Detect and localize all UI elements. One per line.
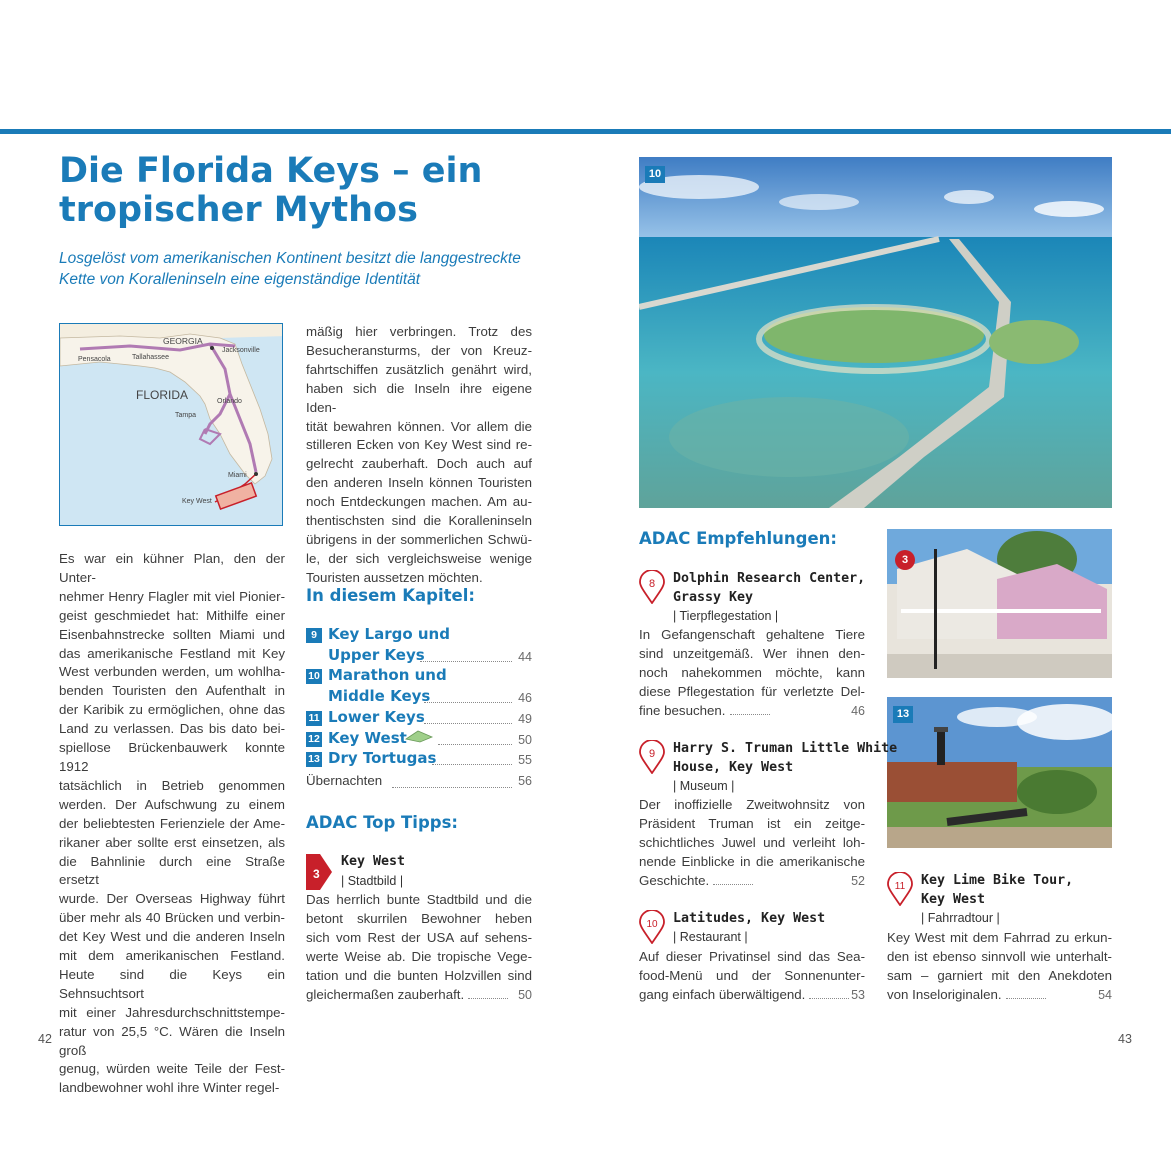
text-line: tation und die bunten Holzvillen sind — [306, 967, 532, 983]
text-line: mit dem amerikanischen Festland. — [59, 948, 285, 964]
page-ref: 50 — [518, 987, 532, 1002]
page-number-left: 42 — [38, 1032, 52, 1046]
toc-number: 11 — [306, 711, 322, 726]
svg-text:3: 3 — [313, 867, 320, 881]
text-line: noch Entdeckungen machen. Am au- — [306, 494, 532, 510]
rec-title-line2: Grassy Key — [673, 590, 754, 605]
chapter-contents-heading: In diesem Kapitel: — [306, 586, 475, 605]
text-line: den anderen Inseln können Touristen — [306, 475, 532, 491]
text-line: Der inoffizielle Zweitwohnsitz von — [639, 797, 865, 812]
text-line: die Bahnlinie durch eine Straße ersetzt — [59, 853, 285, 888]
lead-text — [59, 248, 539, 290]
text-line: Es war ein kühner Plan, den der Unter- — [59, 551, 285, 585]
dot-leader — [438, 744, 512, 745]
text-line: sich vom Rest der USA auf sehens- — [306, 929, 532, 945]
toc-entry-marathon[interactable]: Marathon und — [328, 666, 447, 684]
map-pensacola-label: Pensacola — [78, 356, 111, 363]
text-line: den ist ebenso sinnvoll wie unterhalt- — [887, 948, 1112, 964]
top-tip-arrow-icon — [306, 854, 334, 890]
photo-seven-mile-bridge — [639, 157, 1112, 508]
toc-entry-marathon-line2[interactable]: Middle Keys — [328, 687, 431, 705]
photo-badge: 10 — [645, 166, 665, 183]
map-jacksonville-label: Jacksonville — [222, 347, 260, 354]
dot-leader — [424, 702, 512, 703]
text-line: rikaner aber sollte erst einsetzen, als — [59, 834, 285, 850]
rec-category: | Fahrradtour | — [921, 911, 1000, 925]
text-line: gang einfach überwältigend. 53 — [639, 986, 865, 1005]
lead-line-2: Kette von Koralleninseln eine eigenständige Identität — [59, 271, 421, 288]
rec-body — [639, 626, 865, 721]
toc-page: 50 — [518, 733, 532, 747]
top-rule — [0, 129, 1171, 134]
toc-number: 9 — [306, 628, 322, 643]
dot-leader — [424, 723, 512, 724]
text-line: haben sich die Inseln ihre eigene Iden- — [306, 380, 532, 415]
title-line-1: Die Florida Keys – ein — [59, 151, 483, 191]
top-tip-leaf-icon — [404, 729, 434, 743]
toc-page: 55 — [518, 753, 532, 767]
text-line: Key West mit dem Fahrrad zu erkun- — [887, 930, 1112, 945]
photo-badge: 13 — [893, 706, 913, 723]
text-line: stilleren Ecken von Key West sind re- — [306, 437, 532, 453]
top-tips-heading: ADAC Top Tipps: — [306, 813, 458, 832]
rec-title: Harry S. Truman Little White — [673, 741, 898, 756]
page-ref: 54 — [1098, 987, 1112, 1002]
toc-page: 44 — [518, 650, 532, 664]
text-line: tität bewahren können. Vor allem die — [306, 418, 532, 434]
dot-leader — [730, 714, 770, 715]
text-line: food-Menü und der Sonnenunter- — [639, 967, 865, 983]
map-orlando-label: Orlando — [217, 398, 242, 405]
rec-title: Dolphin Research Center, — [673, 571, 866, 586]
dot-leader — [468, 998, 508, 999]
toc-entry-dry-tortugas[interactable]: Dry Tortugas — [328, 749, 437, 767]
toc-number: 10 — [306, 669, 322, 684]
map-tallahassee-label: Tallahassee — [132, 354, 169, 361]
text-line: Touristen aussetzen möchten. — [306, 569, 483, 585]
page-ref: 52 — [851, 873, 865, 888]
map-state-label: FLORIDA — [136, 388, 189, 402]
svg-text:9: 9 — [648, 748, 656, 760]
photo-key-west-houses — [887, 529, 1112, 678]
page-ref: 46 — [851, 703, 865, 718]
text-line: fine besuchen. 46 — [639, 702, 865, 721]
toc-page: 46 — [518, 691, 532, 705]
rec-title: Latitudes, Key West — [673, 911, 826, 926]
rec-category: | Tierpflegestation | — [673, 609, 779, 623]
dot-leader — [432, 764, 512, 765]
text-line: von Inseloriginalen. 54 — [887, 986, 1112, 1005]
photo-badge: 3 — [895, 550, 915, 570]
body-column-1 — [59, 550, 285, 1098]
chapter-title — [59, 152, 579, 230]
rec-category: | Museum | — [673, 779, 735, 793]
top-tip-category: | Stadtbild | — [341, 874, 404, 888]
text-line: werte Weise ab. Die tropische Vege- — [306, 948, 532, 964]
text-line: ratur von 25,5 °C. Wären die Inseln groß — [59, 1023, 285, 1058]
text-line: In Gefangenschaft gehaltene Tiere — [639, 627, 865, 642]
dot-leader — [392, 787, 512, 788]
svg-text:8: 8 — [648, 578, 656, 590]
text-line: sind unzeitgemäß. Wer ihnen den- — [639, 645, 865, 661]
toc-entry-key-largo-line2[interactable]: Upper Keys — [328, 646, 425, 664]
text-line: sam – garniert mit den Anekdoten — [887, 967, 1112, 983]
text-line: spiellose Brückenbauwerk konnte 1912 — [59, 740, 285, 774]
body-column-2 — [306, 323, 532, 588]
rec-title-line2: House, Key West — [673, 760, 794, 775]
text-line: Land zu verlassen. Das bis dato bei- — [59, 721, 285, 737]
map-georgia-label: GEORGIA — [163, 336, 203, 346]
map-pin-icon — [887, 872, 913, 906]
photo-fort-jefferson — [887, 697, 1112, 848]
text-line: le, der sich vergleichsweise wenige — [306, 550, 532, 566]
toc-number: 13 — [306, 752, 322, 767]
map-pin-icon — [639, 740, 665, 774]
lead-line-1: Losgelöst vom amerikanischen Kontinent besitzt die langgestreckte — [59, 250, 521, 267]
dot-leader — [1006, 998, 1046, 999]
dot-leader — [809, 998, 849, 999]
text-line: West verbunden werden, um wohlha- — [59, 664, 285, 680]
top-tip-title: Key West — [341, 854, 406, 869]
text-line: det Key West und die anderen Inseln — [59, 929, 285, 945]
text-line: mit einer Jahresdurchschnittstempe- — [59, 1004, 285, 1020]
text-line: noch nahekommen möchte, kann — [639, 664, 865, 680]
toc-page: 49 — [518, 712, 532, 726]
text-line: Präsident Truman ist ein zeitge- — [639, 815, 865, 831]
recommendations-heading: ADAC Empfehlungen: — [639, 529, 837, 548]
text-line: das amerikanische Festland mit Key — [59, 645, 285, 661]
map-tampa-label: Tampa — [175, 412, 197, 419]
svg-text:10: 10 — [646, 919, 658, 930]
toc-number: 12 — [306, 732, 322, 747]
text-line: thentischsten sind die Koralleninseln — [306, 513, 532, 529]
toc-entry-lower-keys[interactable]: Lower Keys — [328, 708, 425, 726]
text-line: fahrtschiffen zusätzlich genährt wird, — [306, 361, 532, 377]
text-line: nende Einblicke in die amerikanische — [639, 853, 865, 869]
rec-body — [887, 929, 1112, 1005]
text-line: diese Pflegestation für verletzte Del- — [639, 683, 865, 699]
page-number-right: 43 — [1118, 1032, 1132, 1046]
text-line: mäßig hier verbringen. Trotz des — [306, 324, 532, 339]
text-line: über mehr als 40 Brücken und verbin- — [59, 910, 285, 926]
text-line: werden. Der Aufschwung zu einem — [59, 796, 285, 812]
map-pin-icon — [639, 910, 665, 944]
text-line: Eisenbahnstrecke sollten Miami und — [59, 626, 285, 642]
text-line: betont skurrilen Bewohner heben — [306, 910, 532, 926]
toc-entry-key-west[interactable]: Key West — [328, 729, 407, 747]
text-line: nehmer Henry Flagler mit viel Pionier- — [59, 588, 285, 604]
text-line: geist geschmiedet hat: Mithilfe einer — [59, 607, 285, 623]
text-line: benden Touristen den Aufenthalt in — [59, 683, 285, 699]
dot-leader — [713, 884, 753, 885]
text-line: tatsächlich in Betrieb genommen — [59, 777, 285, 793]
dot-leader — [420, 661, 512, 662]
text-line: Geschichte. 52 — [639, 872, 865, 891]
toc-entry-overnight[interactable]: Übernachten — [306, 773, 383, 788]
top-tip-body — [306, 891, 532, 1004]
text-line: der beliebtesten Ferienziele der Ame- — [59, 815, 285, 831]
toc-entry-key-largo[interactable]: Key Largo und — [328, 625, 450, 643]
text-line: Auf dieser Privatinsel sind das Sea- — [639, 949, 865, 964]
map-miami-label: Miami — [228, 472, 247, 479]
rec-body — [639, 796, 865, 891]
text-line: Besucheransturms, der von Kreuz- — [306, 342, 532, 358]
rec-title: Key Lime Bike Tour, — [921, 873, 1074, 888]
chapter-toc — [306, 625, 532, 795]
text-line: wurde. Der Overseas Highway führt — [59, 891, 285, 907]
text-line: schichtliches Juwel und verleiht loh- — [639, 834, 865, 850]
text-line: der Karibik zu ermöglichen, ohne das — [59, 702, 285, 718]
toc-page: 56 — [518, 774, 532, 788]
page-ref: 53 — [851, 987, 865, 1002]
rec-body — [639, 948, 865, 1005]
text-line: landbewohner wohl ihre Winter regel- — [59, 1080, 280, 1096]
svg-text:11: 11 — [894, 881, 906, 892]
text-line: übrigens in der sommerlichen Schwü- — [306, 531, 532, 547]
rec-category: | Restaurant | — [673, 930, 748, 944]
text-line: Heute sind die Keys ein Sehnsuchtsort — [59, 966, 285, 1001]
rec-title-line2: Key West — [921, 892, 986, 907]
florida-map — [59, 323, 283, 526]
title-line-2: tropischer Mythos — [59, 190, 418, 230]
text-line: Das herrlich bunte Stadtbild und die — [306, 892, 532, 907]
text-line: gelrecht zauberhaft. Doch auch auf — [306, 456, 532, 472]
text-line: genug, würden weite Teile der Fest- — [59, 1061, 285, 1077]
text-line: gleichermaßen zauberhaft. 50 — [306, 986, 532, 1005]
map-keywest-label: Key West — [182, 498, 212, 505]
map-pin-icon — [639, 570, 665, 604]
